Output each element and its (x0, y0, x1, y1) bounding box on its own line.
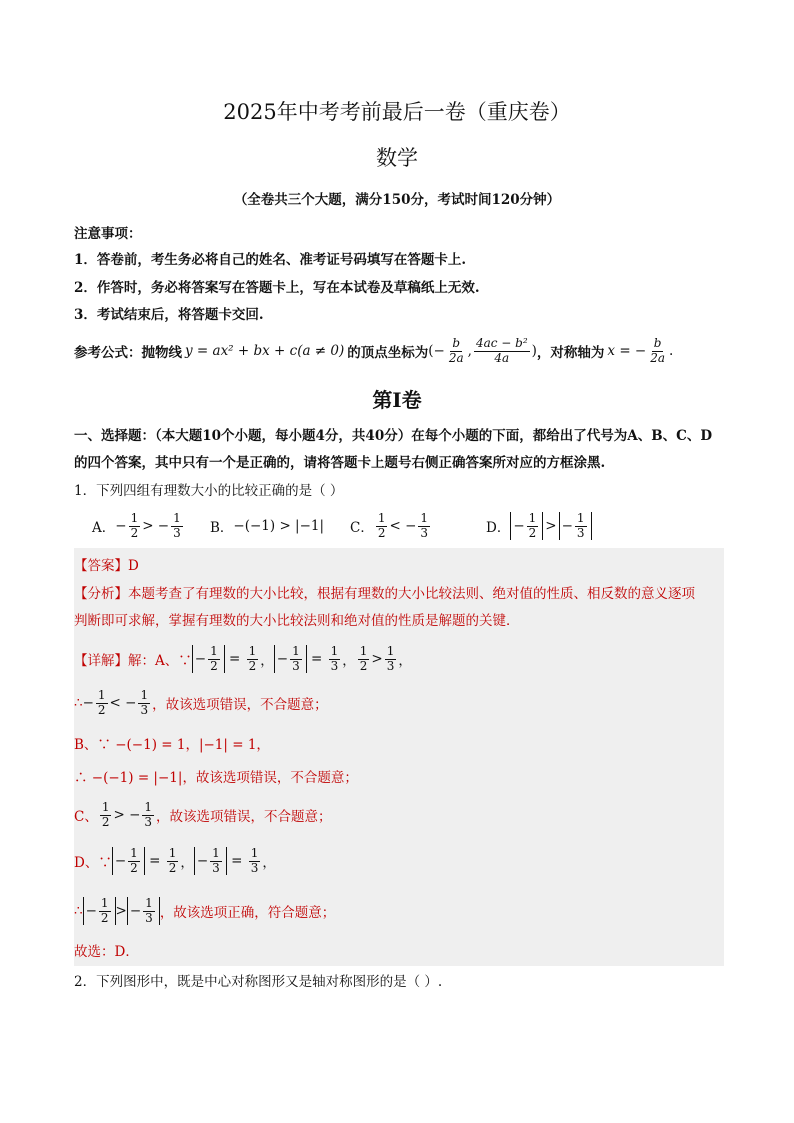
option-c: C． $\frac{1}{2}$ < − $\frac{1}{3}$ (350, 510, 429, 540)
detail-a-conclusion: ∴ − $\frac{1}{2}$ < − $\frac{1}{3}$ ，故该选项错误，不合题意； (74, 687, 328, 717)
final-choice: 故选：D． (74, 944, 139, 960)
option-b (210, 509, 324, 543)
parabola-equation: y = ax² + bx + c(a ≠ 0) (185, 343, 345, 359)
axis-lhs: x = − (607, 343, 647, 359)
detail-b-line: B、∵ −(−1) = 1，|−1| = 1， (74, 737, 270, 753)
note-item-3: 3．考试结束后，将答题卡交回. (74, 307, 264, 323)
detail-a-line: 【详解】 解：A、∵ − $\frac{1}{2}$ = $\frac{1}{2}$ ， − $\frac{1}{3}$ = $\frac{1}{3}$ ， $\frac{1}{2}$ > $\frac{1}{3}$ ， (74, 643, 412, 673)
vertex-y-num: 4ac − b² (475, 335, 528, 350)
vertex-x-fraction (447, 337, 466, 366)
axis-den: 2a (650, 350, 666, 365)
analysis-line-2: 判断即可求解，掌握有理数的大小比较法则和绝对值的性质是解题的关键． (74, 613, 520, 629)
analysis-line-1 (74, 582, 695, 602)
detail-c-line: C、 $\frac{1}{2}$ > − $\frac{1}{3}$ ，故该选项错误，不合题意； (74, 799, 332, 829)
detail-a-verdict: ，故该选项错误，不合题意； (152, 697, 328, 713)
note-item-1: 1．答卷前，考生务必将自己的姓名、准考证号码填写在答题卡上. (74, 252, 467, 268)
axis-fraction (648, 337, 667, 366)
option-d-label: D． (486, 520, 511, 536)
option-a: A． − $\frac{1}{2}$ > − $\frac{1}{3}$ (92, 510, 181, 540)
detail-d-conclusion: ∴ − $\frac{1}{2}$ > − $\frac{1}{3}$ ，故该选项正确，符合题意； (74, 895, 336, 925)
exam-title: 2025年中考考前最后一卷（重庆卷） (223, 100, 571, 124)
detail-d-verdict: ，故该选项正确，符合题意； (159, 905, 336, 921)
option-c-label: C． (350, 520, 374, 536)
subject-title: 数学 (376, 146, 418, 170)
section-intro-line-1: 一、选择题：（本大题10个小题，每小题4分，共40分）在每个小题的下面，都给出了代号为A、B、C、D (74, 428, 713, 444)
detail-b-expr: ∴ −(−1) = |−1| (74, 770, 183, 786)
analysis-tag: 【分析】 (74, 586, 128, 602)
option-b-label: B． (210, 520, 234, 536)
answer-tag: 【答案】 (74, 558, 128, 574)
volume-heading: 第Ⅰ卷 (372, 388, 422, 412)
reference-formula: 参考公式： 抛物线 y = ax² + bx + c(a ≠ 0) 的顶点坐标为 (− $\frac{b}{2a}$ , $\frac{\text{4ac − b²}}{4a}$ ) ，对称轴为 x = − $\frac{b}{2a}$ . (74, 335, 674, 365)
answer-value: D (128, 558, 139, 574)
formula-text-3: ，对称轴为 (536, 345, 605, 361)
exam-info: （全卷共三个大题，满分150分，考试时间120分钟） (233, 192, 561, 208)
option-a-label: A． (92, 520, 116, 536)
detail-d-line: D、∵ − $\frac{1}{2}$ = $\frac{1}{2}$ ， − $\frac{1}{3}$ = $\frac{1}{3}$ ， (74, 845, 276, 875)
question-2-stem: 2．下列图形中，既是中心对称图形又是轴对称图形的是（ ）. (74, 974, 443, 990)
vertex-x-num: b (452, 335, 461, 350)
detail-d-label: D、∵ (74, 855, 112, 871)
option-d: D． − $\frac{1}{2}$ > − $\frac{1}{3}$ (486, 509, 592, 543)
therefore-d: ∴ (74, 903, 83, 919)
detail-c-verdict: ，故该选项错误，不合题意； (156, 809, 332, 825)
notes-heading: 注意事项： (74, 226, 142, 242)
formula-text-1: 抛物线 (141, 345, 182, 361)
option-b-expr: −(−1) > |−1| (233, 518, 325, 534)
vertex-y-den: 4a (494, 350, 510, 365)
detail-tag: 【详解】 (74, 653, 128, 669)
formula-text-2: 的顶点坐标为 (347, 345, 429, 361)
answer-line (74, 554, 139, 574)
note-item-2: 2．作答时，务必将答案写在答题卡上，写在本试卷及草稿纸上无效. (74, 280, 480, 296)
detail-a-start: 解：A、∵ (128, 653, 192, 669)
vertex-x-den: 2a (448, 350, 464, 365)
section-intro-line-2: 的四个答案，其中只有一个是正确的，请将答题卡上题号右侧正确答案所对应的方框涂黑. (74, 455, 606, 471)
question-1-stem: 1．下列四组有理数大小的比较正确的是（ ） (74, 483, 344, 499)
analysis-text-1: 本题考查了有理数的大小比较，根据有理数的大小比较法则、绝对值的性质、相反数的意义逐项 (128, 586, 695, 602)
vertex-y-fraction (474, 337, 530, 366)
therefore-a: ∴ (74, 695, 83, 711)
formula-label: 参考公式： (74, 345, 142, 361)
detail-c-label: C、 (74, 809, 98, 825)
detail-b-conclusion (74, 766, 358, 786)
detail-b-verdict: ，故该选项错误，不合题意； (182, 770, 358, 786)
axis-num: b (653, 335, 662, 350)
